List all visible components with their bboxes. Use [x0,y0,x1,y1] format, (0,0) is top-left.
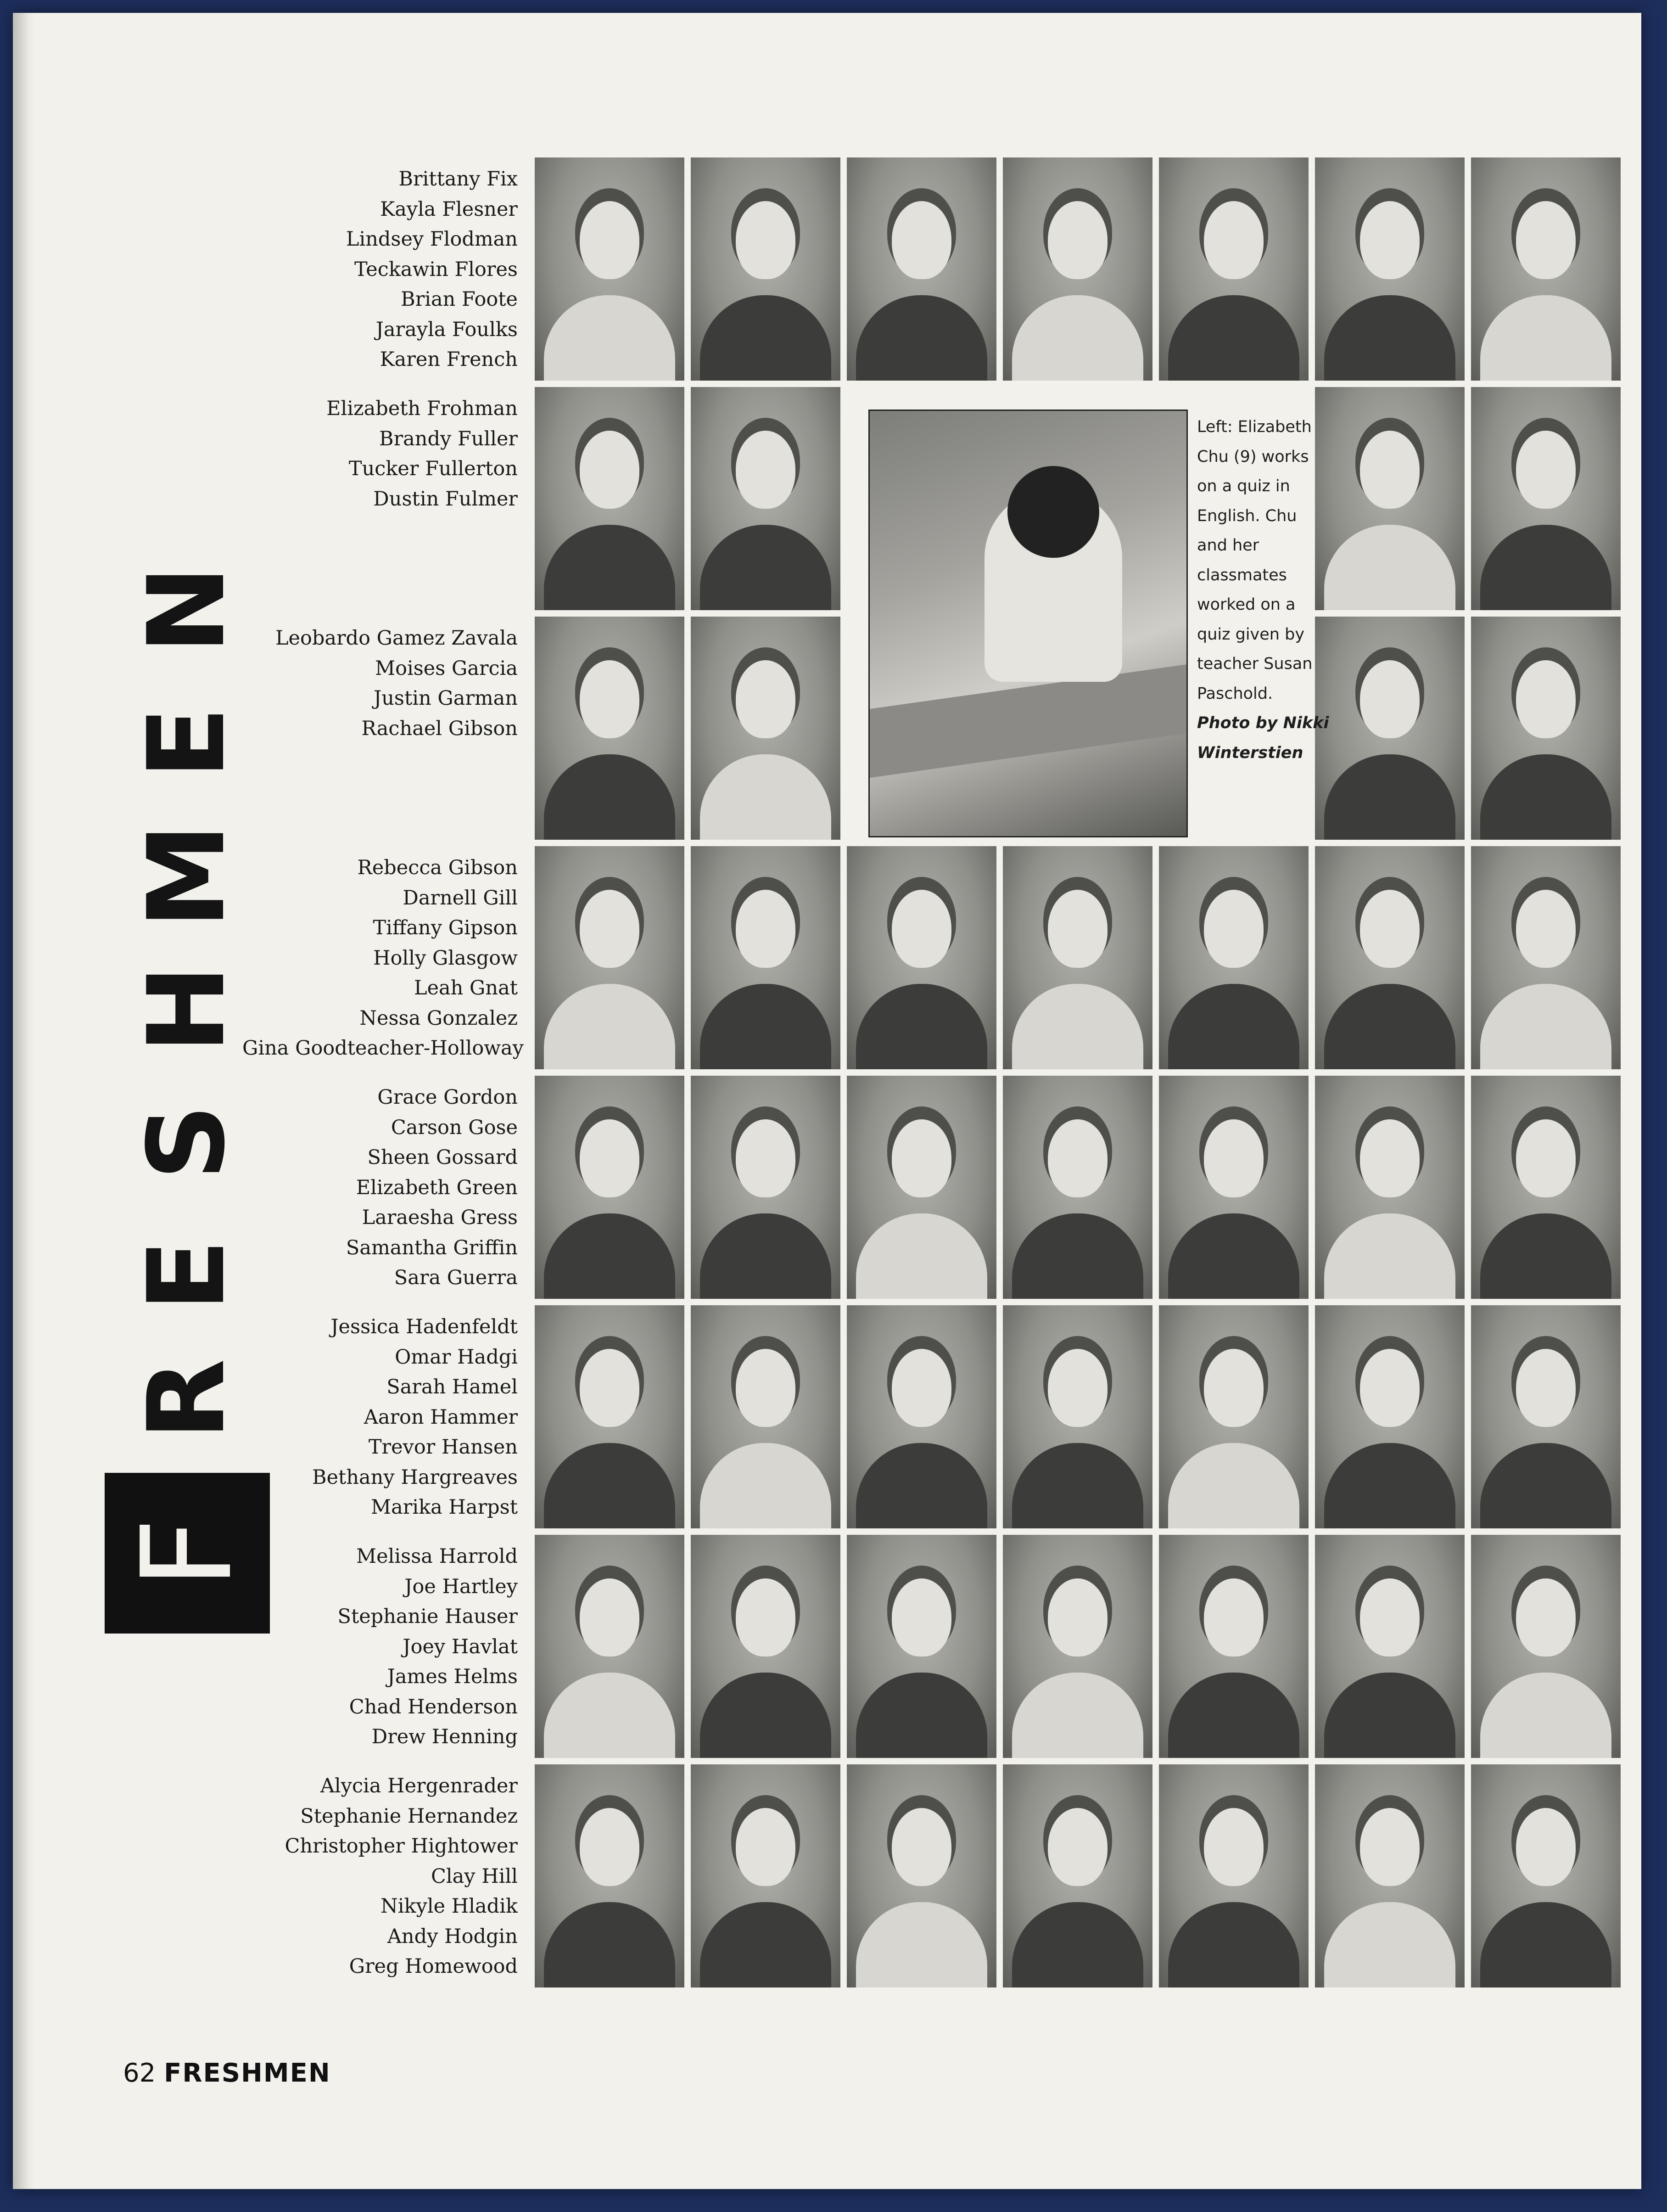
student-name: Sarah Hamel [386,1375,518,1398]
portrait-shoulders [700,1673,831,1758]
student-portrait [1471,1305,1621,1528]
student-portrait [1003,846,1152,1069]
student-portrait [535,157,684,381]
student-name: Brandy Fuller [379,427,518,450]
caption-text: Left: Elizabeth Chu (9) works on a quiz in English. Chu and her classmates worked on a quiz given by teacher Susan Paschold. [1197,418,1313,703]
student-name: Stephanie Hauser [337,1605,518,1628]
student-portrait [1471,157,1621,381]
student-name: Nikyle Hladik [380,1895,518,1918]
student-name: Chad Henderson [349,1695,518,1718]
portrait-shoulders [544,295,675,381]
portrait-face [892,1349,951,1427]
student-portrait [535,1764,684,1987]
portrait-face [736,1119,795,1197]
student-portrait [1471,1535,1621,1758]
portrait-face [1048,1119,1108,1197]
name-group [242,394,518,514]
student-portrait [1471,1764,1621,1987]
student-portrait [1003,1764,1152,1987]
student-portrait [847,1535,996,1758]
portrait-shoulders [856,984,987,1069]
title-letter: E [126,707,248,779]
title-initial: F [115,1517,259,1589]
student-name: Andy Hodgin [387,1925,518,1948]
portrait-shoulders [1168,1213,1299,1299]
feature-photo-frame [867,408,1189,839]
student-portrait [691,617,840,840]
portrait-face [1516,201,1576,279]
portrait-face [892,1119,951,1197]
portrait-face [1360,1119,1420,1197]
portrait-shoulders [1324,984,1455,1069]
portrait-shoulders [1480,1902,1611,1987]
portrait-face [1516,1578,1576,1656]
name-group [242,853,524,1064]
portrait-face [1204,1349,1264,1427]
photo-caption [1197,412,1330,768]
student-name: Sheen Gossard [367,1146,518,1169]
portrait-shoulders [1012,1902,1143,1987]
portrait-face [1516,660,1576,738]
portrait-face [892,201,951,279]
portrait-shoulders [544,1902,675,1987]
student-name: Dustin Fulmer [373,487,518,511]
student-portrait [691,387,840,610]
student-name: Rachael Gibson [361,717,518,740]
student-name: Holly Glasgow [373,946,518,970]
portrait-shoulders [700,525,831,610]
portrait-face [1048,1808,1108,1886]
portrait-shoulders [1324,1902,1455,1987]
student-hair [1007,466,1099,558]
portrait-shoulders [700,1443,831,1528]
student-name: Rebecca Gibson [357,856,518,879]
student-portrait [1159,157,1309,381]
portrait-shoulders [1324,1213,1455,1299]
portrait-face [580,660,639,738]
portrait-shoulders [1168,1443,1299,1528]
portrait-shoulders [1012,1673,1143,1758]
student-portrait [1315,1076,1465,1299]
student-name: Jessica Hadenfeldt [330,1315,518,1338]
student-name: Lindsey Flodman [346,228,518,251]
portrait-face [1360,201,1420,279]
student-name: Leobardo Gamez Zavala [275,627,518,650]
portrait-face [1516,1808,1576,1886]
portrait-shoulders [1324,754,1455,840]
student-name: Stephanie Hernandez [300,1804,518,1828]
student-portrait [1159,1305,1309,1528]
student-name: Brittany Fix [398,168,518,191]
portrait-face [736,201,795,279]
portrait-face [892,1578,951,1656]
student-name: Elizabeth Green [356,1176,518,1199]
student-name: Christopher Hightower [285,1835,518,1858]
portrait-face [1204,1808,1264,1886]
portrait-shoulders [700,295,831,381]
portrait-face [580,1349,639,1427]
student-name: Clay Hill [431,1864,518,1888]
portrait-face [1360,1578,1420,1656]
student-portrait [691,1305,840,1528]
student-portrait [847,846,996,1069]
portrait-shoulders [544,1213,675,1299]
student-portrait [1003,1305,1152,1528]
feature-photo [868,410,1188,837]
student-portrait [535,1076,684,1299]
portrait-shoulders [544,984,675,1069]
portrait-face [580,201,639,279]
student-name: Joe Hartley [404,1575,518,1598]
student-name: Moises Garcia [375,657,518,680]
name-group [242,623,518,744]
portrait-shoulders [1012,1213,1143,1299]
student-name: Brian Foote [401,288,518,311]
student-name: Gina Goodteacher-Holloway [242,1037,524,1060]
portrait-shoulders [1012,984,1143,1069]
portrait-shoulders [1324,295,1455,381]
student-portrait [1315,846,1465,1069]
student-portrait [1471,846,1621,1069]
portrait-shoulders [1324,1673,1455,1758]
title-letter: R [126,1359,248,1440]
portrait-shoulders [544,1443,675,1528]
student-portrait [1471,1076,1621,1299]
portrait-shoulders [1480,754,1611,840]
student-portrait [1315,387,1465,610]
title-letter: H [126,965,248,1054]
student-name: Grace Gordon [377,1086,518,1109]
student-name: James Helms [387,1665,518,1688]
student-name: Melissa Harrold [356,1545,518,1568]
student-name: Teckawin Flores [354,258,518,281]
student-name: Karen French [380,348,518,371]
portrait-face [892,1808,951,1886]
portrait-face [736,890,795,968]
portrait-face [736,431,795,509]
name-group [242,1771,518,1982]
student-portrait [535,1535,684,1758]
portrait-shoulders [1324,525,1455,610]
portrait-shoulders [1168,1902,1299,1987]
portrait-shoulders [856,295,987,381]
portrait-face [1516,1119,1576,1197]
portrait-face [580,1119,639,1197]
portrait-shoulders [1168,295,1299,381]
student-portrait [847,1076,996,1299]
portrait-shoulders [1480,525,1611,610]
student-name: Justin Garman [373,687,518,710]
portrait-shoulders [1480,1443,1611,1528]
portrait-face [1048,890,1108,968]
student-portrait [1003,1076,1152,1299]
title-letter: N [126,565,248,654]
student-portrait [1159,1076,1309,1299]
photo-credit: Photo by Nikki Winterstien [1197,714,1329,762]
portrait-face [1516,431,1576,509]
student-name: Greg Homewood [349,1955,518,1978]
student-name: Kayla Flesner [380,197,518,221]
student-name: Sara Guerra [394,1266,518,1289]
student-name: Tiffany Gipson [373,916,518,939]
portrait-face [580,890,639,968]
portrait-face [1204,890,1264,968]
portrait-shoulders [856,1213,987,1299]
student-portrait [535,387,684,610]
student-name: Tucker Fullerton [348,457,518,480]
student-portrait [535,617,684,840]
portrait-face [1204,201,1264,279]
student-name: Jarayla Foulks [375,318,518,341]
name-group [242,164,518,375]
student-portrait [1315,1764,1465,1987]
student-name: Joey Havlat [403,1635,518,1658]
student-name: Omar Hadgi [395,1345,518,1369]
page-folio [123,2058,331,2088]
portrait-face [1360,1349,1420,1427]
portrait-face [736,660,795,738]
student-portrait [847,1305,996,1528]
student-name: Bethany Hargreaves [312,1465,518,1489]
portrait-shoulders [544,754,675,840]
student-portrait [535,1305,684,1528]
portrait-face [1048,201,1108,279]
student-portrait [1159,1764,1309,1987]
portrait-face [736,1349,795,1427]
title-letter: E [126,1239,248,1312]
portrait-shoulders [856,1673,987,1758]
portrait-shoulders [700,754,831,840]
portrait-face [1516,890,1576,968]
student-portrait [1471,387,1621,610]
portrait-face [580,1808,639,1886]
student-portrait [847,1764,996,1987]
portrait-shoulders [700,1902,831,1987]
student-portrait [1003,1535,1152,1758]
portrait-face [1204,1119,1264,1197]
portrait-shoulders [1012,1443,1143,1528]
student-portrait [691,1076,840,1299]
student-name: Leah Gnat [414,977,518,999]
portrait-face [1360,1808,1420,1886]
student-name: Aaron Hammer [364,1405,518,1429]
yearbook-page [13,13,1641,2189]
portrait-face [1204,1578,1264,1656]
portrait-face [1360,660,1420,738]
portrait-shoulders [1480,1673,1611,1758]
student-name: Drew Henning [371,1725,518,1748]
student-portrait [1315,1305,1465,1528]
portrait-face [1048,1578,1108,1656]
student-name: Samantha Griffin [346,1236,518,1259]
portrait-shoulders [700,1213,831,1299]
portrait-shoulders [700,984,831,1069]
name-group [242,1542,518,1752]
student-portrait [1315,157,1465,381]
student-portrait [1315,617,1465,840]
student-name: Carson Gose [391,1116,518,1139]
portrait-shoulders [1012,295,1143,381]
portrait-shoulders [856,1443,987,1528]
student-portrait [1315,1535,1465,1758]
student-portrait [1471,617,1621,840]
student-name: Marika Harpst [371,1496,518,1519]
portrait-face [892,890,951,968]
student-portrait [535,846,684,1069]
name-group [242,1312,518,1523]
portrait-shoulders [1480,1213,1611,1299]
portrait-face [580,1578,639,1656]
portrait-shoulders [1168,984,1299,1069]
portrait-face [1048,1349,1108,1427]
page-binding [13,13,35,2189]
student-portrait [847,157,996,381]
portrait-shoulders [1168,1673,1299,1758]
portrait-face [1516,1349,1576,1427]
portrait-face [736,1808,795,1886]
student-portrait [691,157,840,381]
portrait-shoulders [544,1673,675,1758]
student-name: Elizabeth Frohman [326,397,518,420]
student-portrait [691,846,840,1069]
portrait-shoulders [1324,1443,1455,1528]
portrait-shoulders [544,525,675,610]
portrait-shoulders [856,1902,987,1987]
portrait-shoulders [1480,984,1611,1069]
student-name: Nessa Gonzalez [359,1006,518,1030]
portrait-face [1360,890,1420,968]
portrait-face [1360,431,1420,509]
student-portrait [1159,1535,1309,1758]
student-portrait [691,1764,840,1987]
folio-section: FRESHMEN [164,2058,331,2088]
student-portrait [691,1535,840,1758]
portrait-face [580,431,639,509]
portrait-face [736,1578,795,1656]
title-letter: S [126,1104,248,1180]
student-name: Alycia Hergenrader [320,1774,518,1797]
page-number: 62 [123,2058,156,2088]
portrait-shoulders [1480,295,1611,381]
student-name: Trevor Hansen [368,1436,518,1459]
student-portrait [1159,846,1309,1069]
student-portrait [1003,157,1152,381]
name-group [242,1083,518,1293]
student-name: Laraesha Gress [362,1206,518,1229]
student-name: Darnell Gill [403,886,518,910]
title-letter: M [126,823,248,929]
